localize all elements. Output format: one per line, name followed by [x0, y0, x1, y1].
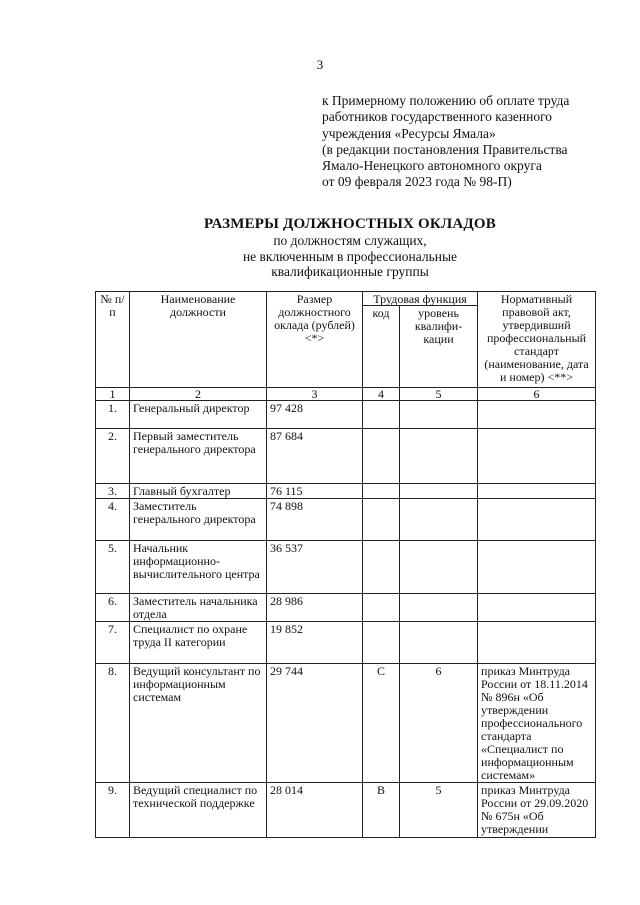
row-num: 1.: [96, 401, 130, 429]
row-standard: [478, 484, 596, 499]
header-level: уровень квалифи-кации: [400, 306, 478, 388]
table-row: [96, 429, 596, 484]
title-subline: квалификационные группы: [271, 264, 429, 279]
document-title: [150, 215, 550, 280]
table-row: [96, 541, 596, 594]
column-number: 6: [478, 388, 596, 401]
row-code: [363, 594, 400, 622]
row-standard: [478, 429, 596, 484]
header-salary: Размер должностного оклада (рублей) <*>: [267, 292, 363, 388]
appendix-note: [322, 93, 569, 191]
row-level: [400, 541, 478, 594]
row-num: 4.: [96, 499, 130, 541]
appendix-line: Ямало-Ненецкого автономного округа: [322, 158, 542, 174]
row-level: 5: [400, 783, 478, 838]
column-number: 4: [363, 388, 400, 401]
row-num: 7.: [96, 622, 130, 664]
row-salary: 87 684: [267, 429, 363, 484]
column-number: 3: [267, 388, 363, 401]
row-standard: [478, 401, 596, 429]
column-number-row: [96, 388, 596, 401]
row-num: 3.: [96, 484, 130, 499]
row-code: [363, 622, 400, 664]
row-level: [400, 429, 478, 484]
header-code: код: [363, 306, 400, 388]
row-salary: 76 115: [267, 484, 363, 499]
row-position: Главный бухгалтер: [130, 484, 267, 499]
row-position: Генеральный директор: [130, 401, 267, 429]
row-num: 6.: [96, 594, 130, 622]
row-standard: приказ Минтруда России от 29.09.2020 № 675н «Об утверждении: [478, 783, 596, 838]
row-code: [363, 541, 400, 594]
row-num: 9.: [96, 783, 130, 838]
row-num: 5.: [96, 541, 130, 594]
row-num: 2.: [96, 429, 130, 484]
header-num: № п/п: [96, 292, 130, 388]
row-position: Специалист по охране труда II категории: [130, 622, 267, 664]
header-labor-function: Трудовая функция: [363, 292, 478, 306]
appendix-line: (в редакции постановления Правительства: [322, 141, 568, 157]
column-number: 5: [400, 388, 478, 401]
row-position: Первый заместитель генерального директора: [130, 429, 267, 484]
row-position: Ведущий специалист по технической поддержке: [130, 783, 267, 838]
row-level: [400, 401, 478, 429]
row-salary: 36 537: [267, 541, 363, 594]
row-code: [363, 429, 400, 484]
table-row: [96, 664, 596, 783]
row-position: Ведущий консультант по информационным системам: [130, 664, 267, 783]
row-level: 6: [400, 664, 478, 783]
column-number: 2: [130, 388, 267, 401]
table-row: [96, 594, 596, 622]
row-level: [400, 484, 478, 499]
row-salary: 74 898: [267, 499, 363, 541]
row-position: Начальник информационно-вычислительного центра: [130, 541, 267, 594]
table-row: [96, 622, 596, 664]
row-level: [400, 594, 478, 622]
row-code: [363, 401, 400, 429]
title-subline: по должностям служащих,: [273, 233, 427, 248]
header-standard: Нормативный правовой акт, утвердивший профессиональный стандарт (наименование, дата и номер) <**>: [478, 292, 596, 388]
appendix-line: учреждения «Ресурсы Ямала»: [322, 125, 496, 141]
row-standard: [478, 541, 596, 594]
table-row: [96, 783, 596, 838]
title-main: РАЗМЕРЫ ДОЛЖНОСТНЫХ ОКЛАДОВ: [204, 216, 496, 232]
row-code: [363, 499, 400, 541]
row-salary: 28 014: [267, 783, 363, 838]
column-number: 1: [96, 388, 130, 401]
row-standard: приказ Минтруда России от 18.11.2014 № 896н «Об утверждении профессионального стандарта «Специалист по информационным системам»: [478, 664, 596, 783]
row-salary: 29 744: [267, 664, 363, 783]
row-salary: 97 428: [267, 401, 363, 429]
row-level: [400, 622, 478, 664]
row-position: Заместитель генерального директора: [130, 499, 267, 541]
row-standard: [478, 622, 596, 664]
row-salary: 28 986: [267, 594, 363, 622]
row-standard: [478, 594, 596, 622]
table-row: [96, 484, 596, 499]
header-name: Наименование должности: [130, 292, 267, 388]
appendix-line: работников государственного казенного: [322, 109, 553, 125]
title-subline: не включенным в профессиональные: [242, 248, 458, 264]
appendix-line: к Примерному положению об оплате труда: [322, 93, 570, 108]
row-code: В: [363, 783, 400, 838]
appendix-line: от 09 февраля 2023 года № 98-П): [322, 174, 512, 190]
table-row: [96, 499, 596, 541]
table-row: [96, 401, 596, 429]
page-number: 3: [316, 57, 324, 72]
table-header-row: [96, 292, 596, 306]
salary-table: [95, 291, 596, 838]
row-code: С: [363, 664, 400, 783]
row-level: [400, 499, 478, 541]
row-position: Заместитель начальника отдела: [130, 594, 267, 622]
row-num: 8.: [96, 664, 130, 783]
row-code: [363, 484, 400, 499]
row-standard: [478, 499, 596, 541]
row-salary: 19 852: [267, 622, 363, 664]
